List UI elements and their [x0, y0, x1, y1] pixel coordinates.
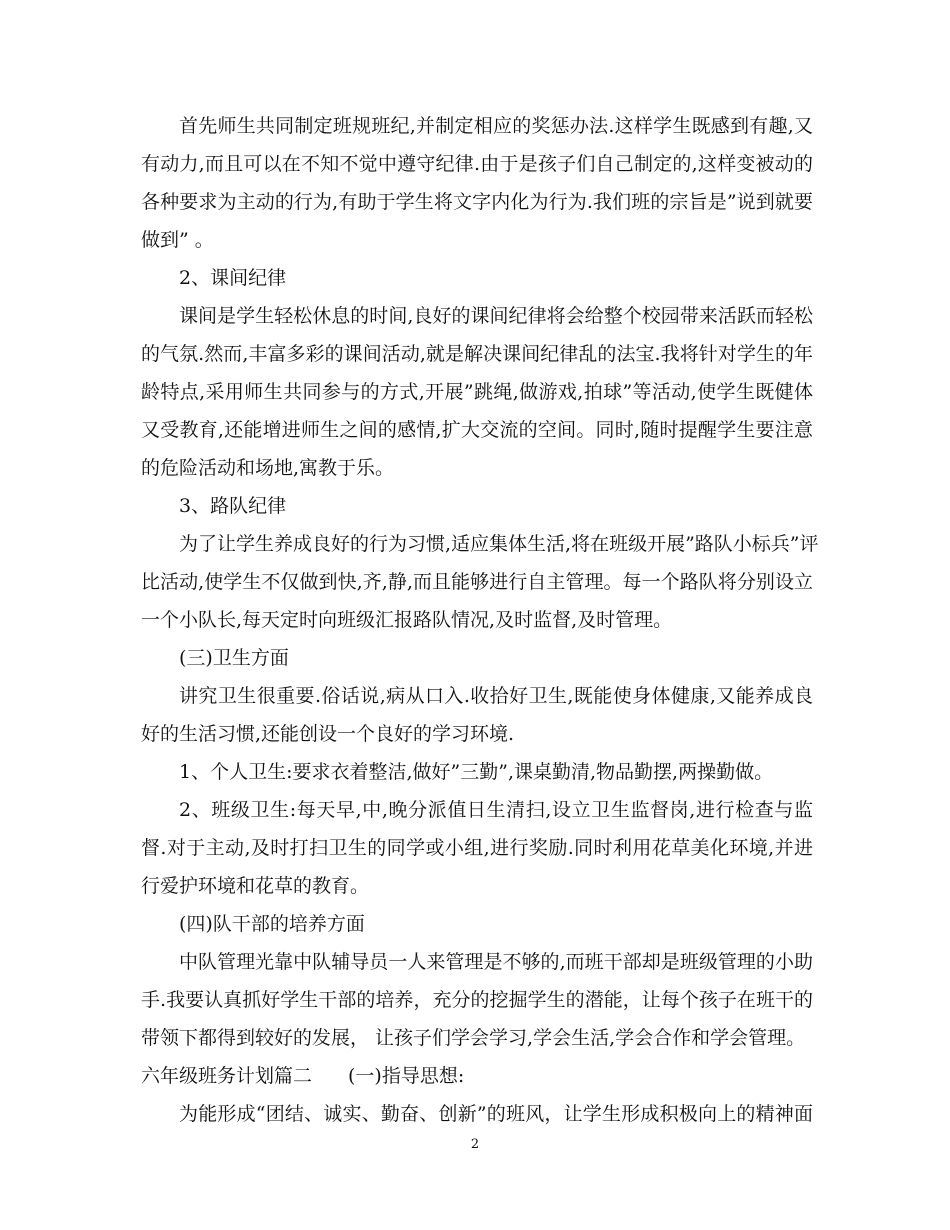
text-line: 行爱护环境和花草的教育。 — [141, 875, 370, 897]
subsection-heading: 2、课间纪律 — [179, 267, 287, 289]
text-line: 中队管理光靠中队辅导员一人来管理是不够的,而班干部却是班级管理的小助 — [179, 951, 813, 973]
subsection-heading: 3、路队纪律 — [179, 495, 287, 517]
text-line: 做到” 。 — [141, 229, 214, 251]
text-line: 2、班级卫生:每天早,中,晚分派值日生清扫,设立卫生监督岗,进行检查与监 — [179, 799, 813, 821]
text-line: 为了让学生养成良好的行为习惯,适应集体生活,将在班级开展”路队小标兵”评 — [179, 533, 819, 555]
text-line: 龄特点,采用师生共同参与的方式,开展”跳绳,做游戏,拍球”等活动,使学生既健体 — [141, 381, 813, 403]
text-line: 首先师生共同制定班规班纪,并制定相应的奖惩办法.这样学生既感到有趣,又 — [179, 115, 813, 137]
text-line: 好的生活习惯,还能创设一个良好的学习环境. — [141, 723, 515, 745]
section-title: 六年级班务计划篇二 — [141, 1065, 313, 1087]
section-subtitle: (一)指导思想: — [348, 1065, 465, 1087]
text-line: 的危险活动和场地,寓教于乐。 — [141, 457, 395, 479]
text-line: 的气氛.然而,丰富多彩的课间活动,就是解决课间纪律乱的法宝.我将针对学生的年 — [141, 343, 813, 365]
text-line: 讲究卫生很重要.俗话说,病从口入.收拾好卫生,既能使身体健康,又能养成良 — [179, 685, 813, 707]
section-title-row — [141, 1064, 465, 1088]
text-line: 一个小队长,每天定时向班级汇报路队情况,及时监督,及时管理。 — [141, 609, 673, 631]
text-line: 有动力,而且可以在不知不觉中遵守纪律.由于是孩子们自己制定的,这样变被动的 — [141, 153, 813, 175]
text-line: 手.我要认真抓好学生干部的培养，充分的挖掘学生的潜能，让每个孩子在班干的 — [141, 989, 813, 1011]
text-line: 又受教育,还能增进师生之间的感情,扩大交流的空间。同时,随时提醒学生要注意 — [141, 419, 813, 441]
text-line: 为能形成“团结、诚实、勤奋、创新”的班风，让学生形成积极向上的精神面 — [179, 1103, 813, 1125]
text-line: 带领下都得到较好的发展， 让孩子们学会学习,学会生活,学会合作和学会管理。 — [141, 1027, 806, 1049]
page-number: 2 — [470, 1137, 480, 1152]
text-line: 1、个人卫生:要求衣着整洁,做好”三勤”,课桌勤清,物品勤摆,两操勤做。 — [179, 761, 774, 783]
text-line: 督.对于主动,及时打扫卫生的同学或小组,进行奖励.同时利用花草美化环境,并进 — [141, 837, 813, 859]
text-line: 比活动,使学生不仅做到快,齐,静,而且能够进行自主管理。每一个路队将分别设立 — [141, 571, 813, 593]
text-line: 各种要求为主动的行为,有助于学生将文字内化为行为.我们班的宗旨是”说到就要 — [141, 191, 813, 213]
section-heading: (四)队干部的培养方面 — [179, 913, 365, 935]
section-heading: (三)卫生方面 — [179, 647, 289, 669]
text-line: 课间是学生轻松休息的时间,良好的课间纪律将会给整个校园带来活跃而轻松 — [179, 305, 813, 327]
